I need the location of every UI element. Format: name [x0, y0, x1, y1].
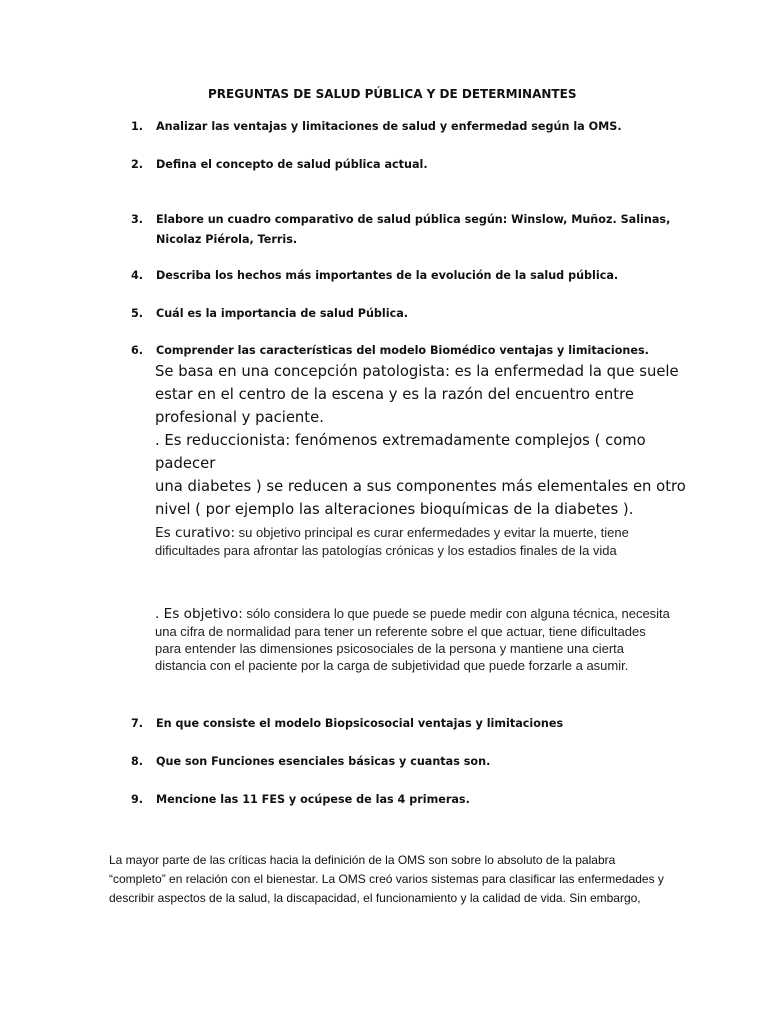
question-7: [131, 714, 563, 734]
question-number: 5.: [131, 307, 144, 320]
question-number: 8.: [131, 755, 144, 768]
question-text: Mencione las 11 FES y ocúpese de las 4 primeras.: [156, 793, 470, 806]
objetivo-label: . Es objetivo:: [155, 606, 243, 622]
question-number: 7.: [131, 717, 144, 730]
question-number: 9.: [131, 793, 144, 806]
question-4: [131, 266, 618, 286]
document-title: PREGUNTAS DE SALUD PÚBLICA Y DE DETERMINANTES: [208, 87, 577, 101]
question-6: [131, 341, 649, 361]
question-9: [131, 790, 470, 810]
question-3: [131, 210, 676, 250]
question-1: [131, 117, 622, 137]
question-text: Que son Funciones esenciales básicas y cuantas son.: [156, 755, 491, 768]
answer6-line: . Es reduccionista: fenómenos extremadamente complejos ( como: [155, 432, 646, 449]
curativo-label: Es curativo:: [155, 525, 236, 541]
question-number: 6.: [131, 344, 144, 357]
question-number: 4.: [131, 269, 144, 282]
bottom-paragraph: [109, 851, 669, 908]
bottom-line: “completo” en relación con el bienestar. La OMS creó varios sistemas para clasificar las enfermedades y: [109, 872, 664, 886]
objetivo-paragraph: [155, 605, 675, 674]
bottom-line: La mayor parte de las críticas hacia la definición de la OMS son sobre lo absoluto de la palabra: [109, 853, 616, 867]
question-5: [131, 304, 408, 324]
question-text: Describa los hechos más importantes de la evolución de la salud pública.: [156, 269, 619, 282]
question-text: Cuál es la importancia de salud Pública.: [156, 307, 409, 320]
answer6-line: padecer: [155, 455, 216, 472]
bottom-line: describir aspectos de la salud, la discapacidad, el funcionamiento y la calidad de vida. Sin embargo,: [109, 891, 641, 905]
question-number: 2.: [131, 158, 144, 171]
question-8: [131, 752, 490, 772]
question-number: 3.: [131, 213, 144, 226]
answer6-line: una diabetes ) se reducen a sus componentes más elementales en otro: [155, 478, 686, 495]
curativo-paragraph: [155, 524, 675, 559]
answer6-line: Se basa en una concepción patologista: es la enfermedad la que suele: [155, 363, 679, 380]
answer6-line: estar en el centro de la escena y es la razón del encuentro entre: [155, 386, 634, 403]
question-number: 1.: [131, 120, 144, 133]
objetivo-text: sólo considera lo que puede se puede medir con alguna técnica, necesita una cifra de normalidad para tener un referente sobre el que actuar, tiene dificultades para entender las dimensiones psicosociales de la persona y mantiene una cierta distancia con el paciente por la carga de subjetividad que puede forzarle a asumir.: [155, 606, 670, 673]
question-2: [131, 155, 428, 175]
question-text: Comprender las características del modelo Biomédico ventajas y limitaciones.: [156, 344, 649, 357]
curativo-text: su objetivo principal es curar enfermedades y evitar la muerte, tiene dificultades para afrontar las patologías crónicas y los estadios finales de la vida: [155, 525, 629, 558]
answer6-line: profesional y paciente.: [155, 409, 324, 426]
answer6-line: nivel ( por ejemplo las alteraciones bioquímicas de la diabetes ).: [155, 501, 634, 518]
question-text: En que consiste el modelo Biopsicosocial ventajas y limitaciones: [156, 717, 564, 730]
question-text: Defina el concepto de salud pública actual.: [156, 158, 428, 171]
question-text: Elabore un cuadro comparativo de salud pública según: Winslow, Muñoz. Salinas, Nicolaz Piérola, Terris.: [156, 213, 671, 246]
question-text: Analizar las ventajas y limitaciones de salud y enfermedad según la OMS.: [156, 120, 622, 133]
